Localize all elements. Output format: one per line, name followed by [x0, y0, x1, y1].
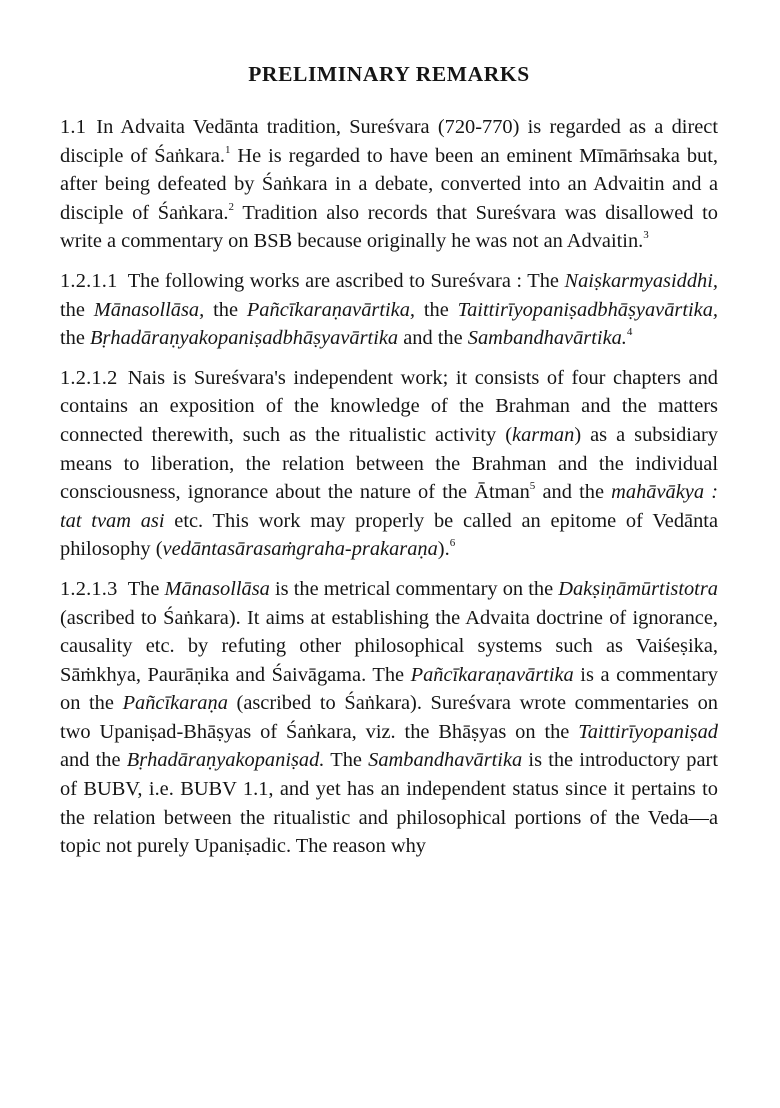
italic-term: mahāvākya : tat tvam asi — [60, 481, 718, 532]
text-run: and the — [60, 749, 127, 772]
italic-term: Sambandhavārtika. — [467, 327, 627, 350]
italic-term: Bṛhadāraṇyakopaniṣadbhāṣyavārtika — [90, 327, 399, 350]
text-run: is the introductory part of BUBV, i.e. BUBV 1.1, and yet has an independent status since it pertains to the relation between the ritualistic and philosophical portions of the Veda—a topic not purely Upaniṣadic. The reason why — [60, 749, 718, 858]
footnote-marker: 4 — [626, 326, 633, 339]
italic-term: vedāntasārasaṁgraha-prakaraṇa — [162, 538, 438, 561]
italic-term: Pañcīkaraṇavārtika, — [246, 298, 416, 321]
italic-term: Taittirīyopaniṣadbhāṣyavārtika, — [457, 298, 719, 321]
text-run: The following works are ascribed to Sureśvara : The — [127, 269, 565, 292]
text-run: is the metrical commentary on the — [269, 577, 559, 600]
text-run: the — [415, 298, 458, 321]
text-run: The — [324, 749, 369, 772]
italic-term: Sambandhavārtika — [368, 749, 523, 772]
italic-term: Pañcīkaraṇavārtika — [410, 663, 574, 686]
paragraph — [60, 575, 718, 861]
text-run: He is regarded to have been an eminent Mīmāṁsaka but, after being defeated by Śaṅkara in a debate, converted into an Advaitin and a disciple of Śaṅkara. — [60, 144, 718, 224]
paragraph — [60, 364, 718, 564]
italic-term: karman — [512, 423, 575, 446]
paragraph — [60, 267, 718, 353]
footnote-marker: 2 — [228, 200, 235, 213]
document-body — [60, 113, 718, 861]
text-run: is a commentary on the — [60, 663, 718, 715]
italic-term: Naiṣkarmyasiddhi, — [564, 269, 718, 292]
text-run: The — [127, 577, 165, 600]
footnote-marker: 6 — [449, 537, 456, 550]
text-run: ) as a subsidiary means to liberation, the relation between the Brahman and the individual consciousness, ignorance about the nature of the Ātman — [60, 423, 718, 504]
section-number: 1.1 — [60, 116, 87, 138]
italic-term: Pañcīkaraṇa — [122, 692, 228, 715]
italic-term: Mānasollāsa, — [93, 298, 205, 321]
text-run: Nais is Sureśvara's independent work; it consists of four chapters and contains an exposition of the knowledge of the Brahman and the matters connected therewith, such as the ritualistic activity ( — [60, 366, 718, 446]
text-run: In Advaita Vedānta tradition, Sureśvara (720-770) is regarded as a direct disciple of Śaṅkara. — [60, 116, 718, 167]
text-run: and the — [535, 481, 612, 504]
text-run: the — [60, 298, 94, 321]
italic-term: Mānasollāsa — [164, 577, 270, 600]
section-number: 1.2.1.2 — [60, 366, 118, 389]
text-run: ). — [437, 538, 450, 561]
footnote-marker: 5 — [529, 480, 536, 493]
footnote-marker: 1 — [225, 143, 231, 156]
text-run: (ascribed to Śaṅkara). Sureśvara wrote commentaries on two Upaniṣad-Bhāṣyas of Śaṅkara, viz. the Bhāṣyas on the — [60, 692, 718, 743]
text-run: the — [60, 327, 91, 350]
italic-term: Bṛhadāraṇyakopaniṣad. — [126, 749, 325, 772]
text-run: (ascribed to Śaṅkara). It aims at establishing the Advaita doctrine of ignorance, causality etc. by refuting other philosophical systems such as Vaiśeṣika, Sāṁkhya, Paurāṇika and Śaivāgama. The — [60, 606, 718, 686]
section-number: 1.2.1.3 — [60, 577, 118, 600]
italic-term: Taittirīyopaniṣad — [578, 720, 718, 743]
paragraph — [60, 113, 718, 256]
text-run: and the — [398, 327, 468, 350]
text-run: the — [204, 298, 247, 321]
text-run: Tradition also records that Sureśvara was disallowed to write a commentary on BSB because originally he was not an Advaitin. — [60, 201, 718, 253]
page-title: PRELIMINARY REMARKS — [248, 62, 530, 86]
text-run: etc. This work may properly be called an epitome of Vedānta philosophy ( — [60, 509, 718, 561]
section-number: 1.2.1.1 — [60, 269, 118, 292]
footnote-marker: 3 — [643, 229, 649, 242]
italic-term: Dakṣiṇāmūrtistotra — [558, 577, 718, 600]
